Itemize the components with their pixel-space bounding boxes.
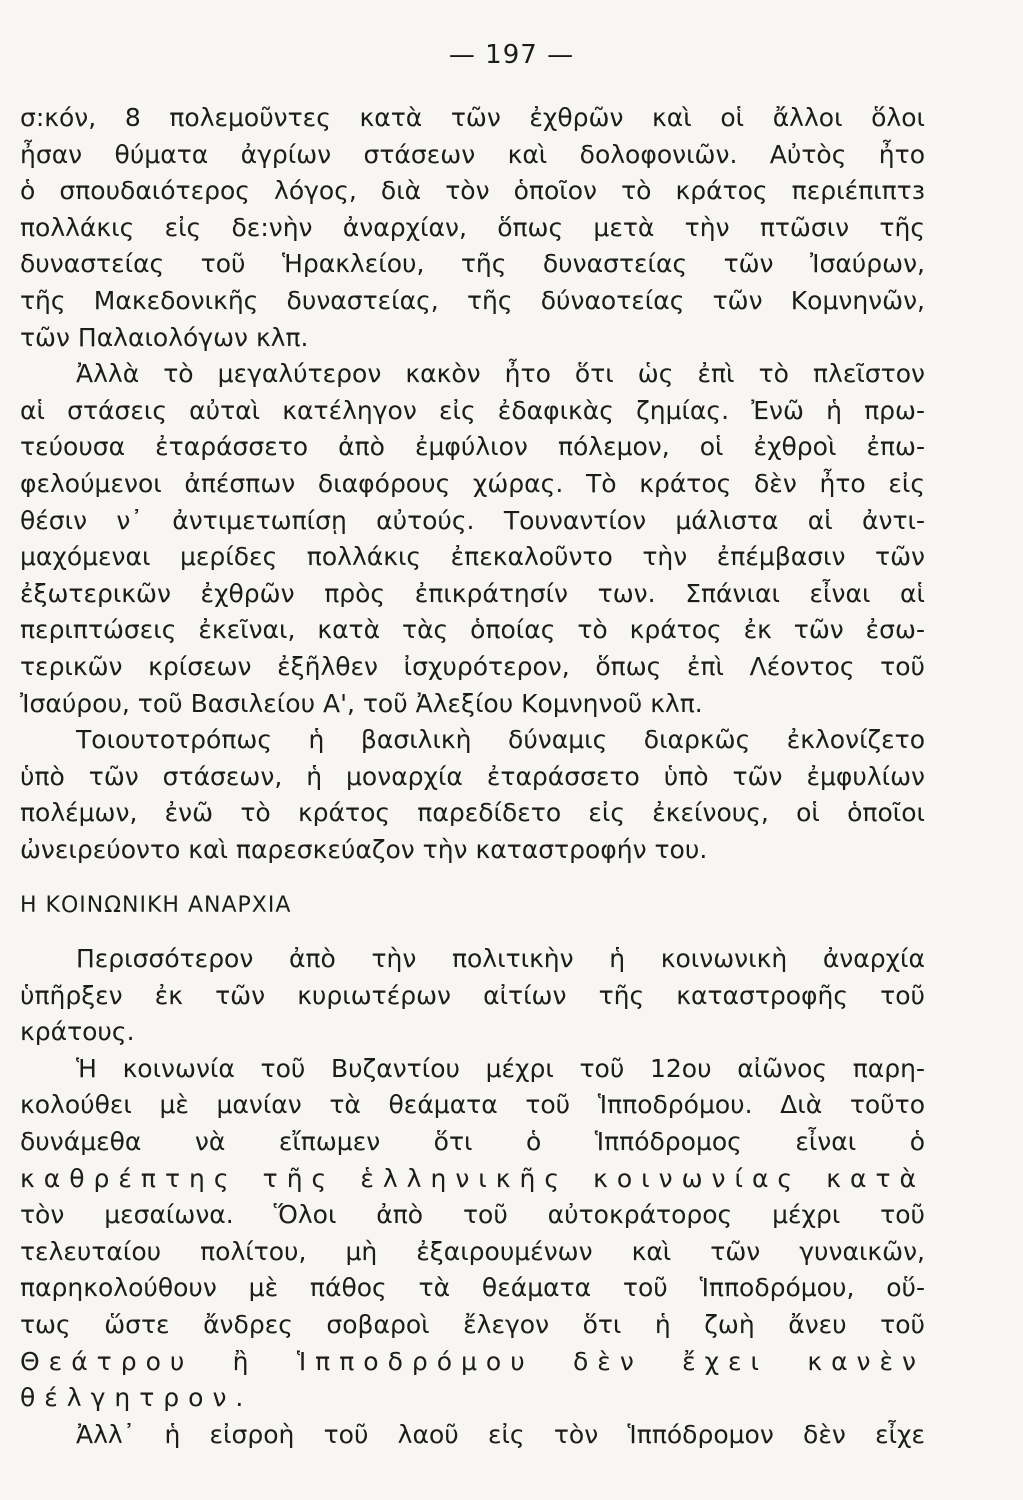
text-line: μαχόμεναι μερίδες πολλάκις ἐπεκαλοῦντο τὴν ἐπέμβασιν τῶν <box>20 542 925 572</box>
text-line: ἐξωτερικῶν ἐχθρῶν πρὸς ἐπικράτησίν των. Σπάνιαι εἶναι αἱ <box>20 578 925 608</box>
text-line: σ:κόν, 8 πολεμοῦντες κατὰ τῶν ἐχθρῶν καὶ οἱ ἄλλοι ὅλοι <box>20 103 925 132</box>
section-heading: Η ΚΟΙΝΩΝΙΚΗ ΑΝΑΡΧΙΑ <box>20 893 292 919</box>
text-line: παρηκολούθουν μὲ πάθος τὰ θεάματα τοῦ Ἱπποδρόμου, οὕ- <box>20 1273 925 1303</box>
paragraphs-social-anarchy <box>20 941 925 1453</box>
text-line: τερικῶν κρίσεων ἐξῆλθεν ἰσχυρότερον, ὅπως ἐπὶ Λέοντος τοῦ <box>20 651 925 681</box>
text-line: φελούμενοι ἀπέσπων διαφόρους χώρας. Τὸ κράτος δὲν ἦτο εἰς <box>20 468 925 498</box>
text-line: Ἀλλ᾽ ἡ εἰσροὴ τοῦ λαοῦ εἰς τὸν Ἱππόδρομον δὲν εἶχε <box>76 1419 925 1449</box>
text-line: δυναστείας τοῦ Ἡρακλείου, τῆς δυναστείας τῶν Ἰσαύρων, <box>20 249 925 279</box>
text-line: Ἡ κοινωνία τοῦ Βυζαντίου μέχρι τοῦ 12ου αἰῶνος παρη- <box>76 1053 925 1083</box>
text-line: ὑπὸ τῶν στάσεων, ἡ μοναρχία ἐταράσσετο ὑπὸ τῶν ἐμφυλίων <box>20 761 925 791</box>
text-line: κράτους. <box>20 1017 135 1047</box>
text-line: Περισσότερον ἀπὸ τὴν πολιτικὴν ἡ κοινωνικὴ ἀναρχία <box>76 944 925 974</box>
text-line: τῶν Παλαιολόγων κλπ. <box>20 322 309 352</box>
text-line: Τοιουτοτρόπως ἡ βασιλικὴ δύναμις διαρκῶς ἐκλονίζετο <box>76 725 925 755</box>
text-line: Θεάτρου ἢ Ἱπποδρόμου δὲν ἔχει κανὲν <box>20 1346 925 1376</box>
text-line: τελευταίου πολίτου, μὴ ἐξαιρουμένων καὶ τῶν γυναικῶν, <box>20 1236 925 1266</box>
text-line: ὁ σπουδαιότερος λόγος, διὰ τὸν ὁποῖον τὸ κράτος περιέπιπτз <box>20 176 925 206</box>
text-line: τεύουσα ἐταράσσετο ἀπὸ ἐμφύλιον πόλεμον, οἱ ἐχθροὶ ἐπω- <box>20 432 925 462</box>
text-line: θέλγητρον. <box>20 1383 253 1413</box>
text-line: τὸν μεσαίωνα. Ὅλοι ἀπὸ τοῦ αὐτοκράτορος μέχρι τοῦ <box>20 1200 925 1230</box>
paragraphs-political-anarchy <box>20 100 925 868</box>
body-text <box>20 100 925 1453</box>
text-line: Ἀλλὰ τὸ μεγαλύτερον κακὸν ἦτο ὅτι ὡς ἐπὶ τὸ πλεῖστον <box>76 359 925 389</box>
text-line: κολούθει μὲ μανίαν τὰ θεάματα τοῦ Ἱπποδρόμου. Διὰ τοῦτο <box>20 1090 925 1120</box>
text-line: θέσιν ν᾽ ἀντιμετωπίσῃ αὐτούς. Τουναντίον μάλιστα αἱ ἀντι- <box>20 505 925 535</box>
page-number: — 197 — <box>448 40 575 70</box>
text-line: τως ὥστε ἄνδρες σοβαροὶ ἔλεγον ὅτι ἡ ζωὴ ἄνευ τοῦ <box>20 1310 925 1339</box>
text-line: δυνάμεθα νὰ εἴπωμεν ὅτι ὁ Ἱππόδρομος εἶναι ὁ <box>20 1127 925 1157</box>
text-line: αἱ στάσεις αὐταὶ κατέληγον εἰς ἐδαφικὰς ζημίας. Ἐνῶ ἡ πρω- <box>20 395 925 425</box>
text-line: πολέμων, ἐνῶ τὸ κράτος παρεδίδετο εἰς ἐκείνους, οἱ ὁποῖοι <box>20 798 925 828</box>
text-line: περιπτώσεις ἐκεῖναι, κατὰ τὰς ὁποίας τὸ κράτος ἐκ τῶν ἐσω- <box>20 615 925 645</box>
text-line: ὠνειρεύοντο καὶ παρεσκεύαζον τὴν καταστροφήν του. <box>20 834 708 864</box>
text-line: ἦσαν θύματα ἀγρίων στάσεων καὶ δολοφονιῶν. Αὐτὸς ἦτο <box>20 139 925 169</box>
text-line: ὑπῆρξεν ἐκ τῶν κυριωτέρων αἰτίων τῆς καταστροφῆς τοῦ <box>20 980 925 1010</box>
text-line: τῆς Μακεδονικῆς δυναστείας, τῆς δύναοτείας τῶν Κομνηνῶν, <box>20 285 925 315</box>
text-line: καθρέπτης τῆς ἑλληνικῆς κοινωνίας κατὰ <box>20 1163 925 1193</box>
text-line: πολλάκις εἰς δε:νὴν ἀναρχίαν, ὅπως μετὰ τὴν πτῶσιν τῆς <box>20 212 925 242</box>
text-line: Ἰσαύρου, τοῦ Βασιλείου Α', τοῦ Ἀλεξίου Κομνηνοῦ κλπ. <box>20 688 703 718</box>
